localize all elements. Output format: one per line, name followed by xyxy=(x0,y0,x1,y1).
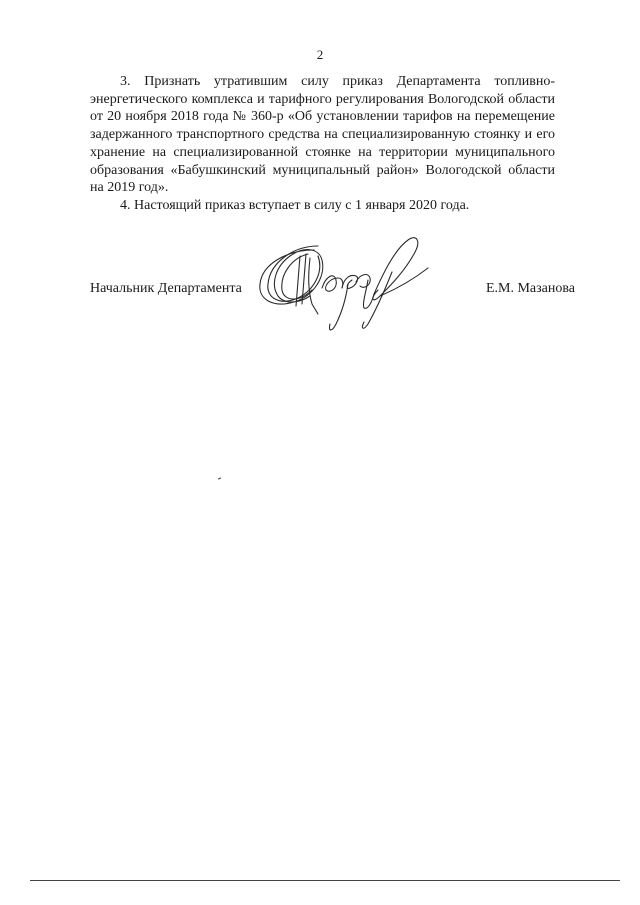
handwritten-signature-icon xyxy=(252,232,434,340)
paragraph-4: 4. Настоящий приказ вступает в силу с 1 января 2020 года. xyxy=(120,197,470,213)
paragraph-3: 3. Признать утратившим силу приказ Департамента топливно-энергетического комплекса и тарифного регулирования Вологодской области от 20 ноября 2018 года № 360-р «Об установлении тарифов на перемещение задержанного транспортного средства на специализированную стоянку и его хранение на специализированной стоянке на территории муниципального образования «Бабушкинский муниципальный район» Вологодской области на 2019 год». xyxy=(90,74,555,196)
scan-artifact xyxy=(218,477,221,479)
signatory-name: Е.М. Мазанова xyxy=(485,281,575,296)
signatory-title: Начальник Департамента xyxy=(90,281,242,296)
scan-edge-line xyxy=(30,880,620,881)
document-body xyxy=(90,73,555,215)
page-number: 2 xyxy=(316,47,324,62)
